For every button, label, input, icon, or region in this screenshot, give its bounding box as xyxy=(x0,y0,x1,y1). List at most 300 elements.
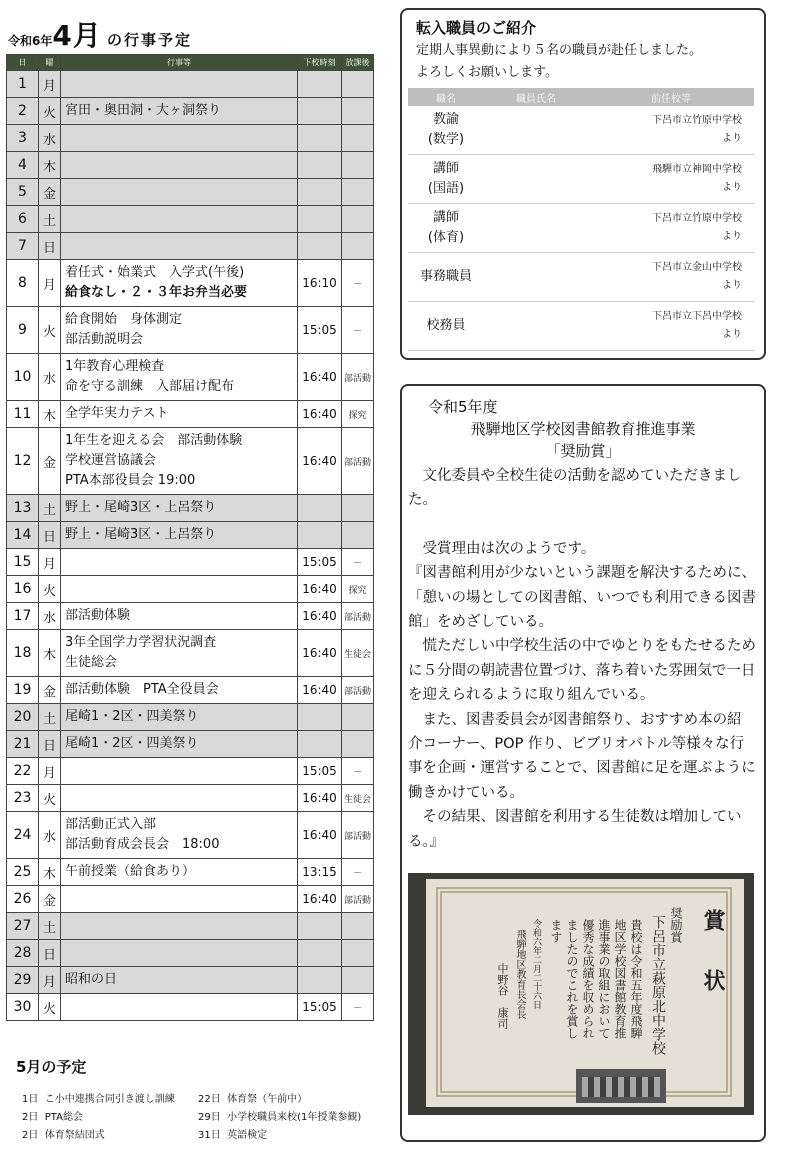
may-date: 22日 xyxy=(198,1094,221,1105)
row-day: 5 xyxy=(7,179,39,206)
row-events xyxy=(61,495,298,522)
row-weekday: 月 xyxy=(39,260,61,307)
row-dismiss-time xyxy=(298,179,342,206)
row-after-school: 部活動 xyxy=(342,428,374,495)
may-text: PTA総会 xyxy=(44,1112,83,1123)
row-day: 17 xyxy=(7,603,39,630)
row-dismiss-time: 15:05 xyxy=(298,994,342,1021)
event-line: 部活動正式入部 xyxy=(65,817,157,832)
staff-header-position: 職名 xyxy=(408,88,484,106)
schedule-row xyxy=(7,859,374,886)
schedule-row xyxy=(7,152,374,179)
schedule-row xyxy=(7,354,374,401)
row-weekday: 日 xyxy=(39,233,61,260)
row-after-school: － xyxy=(342,307,374,354)
row-events xyxy=(61,260,298,307)
row-weekday: 土 xyxy=(39,495,61,522)
row-events xyxy=(61,812,298,859)
row-weekday: 水 xyxy=(39,125,61,152)
row-after-school xyxy=(342,71,374,98)
previous-school: 下呂市立金山中学校 xyxy=(652,262,742,273)
row-day: 26 xyxy=(7,886,39,913)
row-weekday: 火 xyxy=(39,98,61,125)
row-dismiss-time xyxy=(298,704,342,731)
event-line: 生徒総会 xyxy=(65,655,118,670)
row-dismiss-time: 16:40 xyxy=(298,812,342,859)
row-after-school xyxy=(342,731,374,758)
row-dismiss-time: 16:40 xyxy=(298,603,342,630)
row-after-school: 部活動 xyxy=(342,354,374,401)
row-dismiss-time: 16:40 xyxy=(298,576,342,603)
schedule-row xyxy=(7,576,374,603)
may-text: 小学校職員来校(1年授業参観) xyxy=(227,1112,362,1123)
row-events xyxy=(61,913,298,940)
staff-intro xyxy=(416,40,761,84)
award-paragraph: 受賞理由は次のようです。 xyxy=(408,540,596,557)
event-line: 部活動体験 PTA全役員会 xyxy=(65,682,219,697)
row-events xyxy=(61,428,298,495)
may-item xyxy=(198,1090,307,1105)
row-events xyxy=(61,731,298,758)
row-day: 2 xyxy=(7,98,39,125)
row-weekday: 月 xyxy=(39,758,61,785)
row-weekday: 水 xyxy=(39,812,61,859)
row-weekday: 月 xyxy=(39,549,61,576)
row-dismiss-time: 16:40 xyxy=(298,401,342,428)
row-after-school xyxy=(342,152,374,179)
may-item xyxy=(22,1090,175,1105)
row-dismiss-time xyxy=(298,206,342,233)
event-line: 尾崎1・2区・四美祭り xyxy=(65,736,199,751)
schedule-row xyxy=(7,549,374,576)
award-program: 飛騨地区学校図書館教育推進事業 xyxy=(470,420,696,438)
row-weekday: 土 xyxy=(39,206,61,233)
row-day: 20 xyxy=(7,704,39,731)
certificate-paper xyxy=(426,879,744,1107)
position-title: 教諭 xyxy=(432,112,459,127)
may-item xyxy=(198,1108,361,1123)
staff-position xyxy=(408,106,484,155)
row-dismiss-time: 16:40 xyxy=(298,785,342,812)
row-after-school: － xyxy=(342,260,374,307)
event-line: 昭和の日 xyxy=(65,972,118,987)
may-date: 2日 xyxy=(22,1130,39,1141)
staff-name xyxy=(484,204,588,253)
row-dismiss-time: 16:40 xyxy=(298,428,342,495)
staff-table xyxy=(408,88,754,351)
row-events xyxy=(61,152,298,179)
schedule-row xyxy=(7,913,374,940)
row-day: 11 xyxy=(7,401,39,428)
certificate-body-line: ましたのでこれを賞し xyxy=(565,919,579,1039)
row-day: 13 xyxy=(7,495,39,522)
row-after-school: 部活動 xyxy=(342,677,374,704)
header-dismiss-time: 下校時刻 xyxy=(298,55,342,71)
position-subject: (体育) xyxy=(427,230,465,245)
header-day: 日 xyxy=(7,55,39,71)
schedule-row xyxy=(7,522,374,549)
row-day: 9 xyxy=(7,307,39,354)
staff-header-previous: 前任校等 xyxy=(588,88,754,106)
may-text: 英語検定 xyxy=(227,1130,268,1141)
staff-previous xyxy=(588,253,754,302)
row-events xyxy=(61,522,298,549)
position-title: 事務職員 xyxy=(419,269,472,284)
row-events xyxy=(61,354,298,401)
row-after-school xyxy=(342,913,374,940)
row-after-school: 生徒会 xyxy=(342,630,374,677)
event-line: 給食なし・２・３年お弁当必要 xyxy=(65,285,248,300)
row-events xyxy=(61,886,298,913)
schedule-row xyxy=(7,940,374,967)
schedule-row xyxy=(7,233,374,260)
row-after-school xyxy=(342,98,374,125)
staff-row xyxy=(408,155,754,204)
certificate-heading: 賞 状 xyxy=(700,909,726,999)
event-line: 3年全国学力学習状況調査 xyxy=(65,635,217,650)
row-day: 16 xyxy=(7,576,39,603)
event-line: 部活動説明会 xyxy=(65,332,144,347)
row-weekday: 金 xyxy=(39,677,61,704)
schedule-row xyxy=(7,71,374,98)
row-dismiss-time xyxy=(298,913,342,940)
award-paragraph: 『図書館利用が少ないという課題を解決するために、「憩いの場としての図書館、いつでも利用できる図書館」をめざしている。 xyxy=(408,565,756,631)
event-line: 宮田・奥田洞・大ヶ洞祭り xyxy=(65,103,222,118)
row-events xyxy=(61,233,298,260)
row-after-school: 生徒会 xyxy=(342,785,374,812)
row-after-school xyxy=(342,179,374,206)
row-day: 10 xyxy=(7,354,39,401)
row-day: 22 xyxy=(7,758,39,785)
schedule-row xyxy=(7,785,374,812)
staff-name xyxy=(484,155,588,204)
row-dismiss-time: 15:05 xyxy=(298,758,342,785)
schedule-row xyxy=(7,98,374,125)
row-events xyxy=(61,630,298,677)
row-dismiss-time: 13:15 xyxy=(298,859,342,886)
row-day: 8 xyxy=(7,260,39,307)
may-date: 31日 xyxy=(198,1130,221,1141)
schedule-title xyxy=(8,14,192,54)
event-line: PTA本部役員会 19:00 xyxy=(65,473,196,488)
row-dismiss-time: 16:40 xyxy=(298,677,342,704)
may-date: 2日 xyxy=(22,1112,39,1123)
previous-school: 飛騨市立神岡中学校 xyxy=(652,164,742,175)
row-events xyxy=(61,71,298,98)
row-weekday: 火 xyxy=(39,994,61,1021)
row-events xyxy=(61,576,298,603)
row-events xyxy=(61,603,298,630)
row-day: 7 xyxy=(7,233,39,260)
schedule-row xyxy=(7,886,374,913)
certificate-award: 奨励賞 xyxy=(669,907,683,943)
row-weekday: 土 xyxy=(39,704,61,731)
award-year: 令和5年度 xyxy=(428,398,498,416)
header-after-school: 放課後 xyxy=(342,55,374,71)
schedule-row xyxy=(7,260,374,307)
schedule-row xyxy=(7,401,374,428)
row-weekday: 木 xyxy=(39,152,61,179)
row-dismiss-time xyxy=(298,152,342,179)
schedule-row xyxy=(7,758,374,785)
row-weekday: 木 xyxy=(39,630,61,677)
certificate-body-line: ます xyxy=(549,919,563,943)
staff-name xyxy=(484,253,588,302)
row-weekday: 金 xyxy=(39,428,61,495)
certificate-school: 下呂市立萩原北中学校 xyxy=(650,915,666,1055)
staff-previous xyxy=(588,155,754,204)
row-day: 12 xyxy=(7,428,39,495)
row-after-school xyxy=(342,967,374,994)
row-dismiss-time: 16:10 xyxy=(298,260,342,307)
staff-row xyxy=(408,204,754,253)
row-day: 19 xyxy=(7,677,39,704)
event-line: 全学年実力テスト xyxy=(65,406,169,421)
row-day: 24 xyxy=(7,812,39,859)
row-day: 14 xyxy=(7,522,39,549)
row-dismiss-time xyxy=(298,71,342,98)
row-after-school: 部活動 xyxy=(342,886,374,913)
position-title: 講師 xyxy=(432,210,459,225)
previous-from: より xyxy=(722,133,742,144)
row-dismiss-time: 15:05 xyxy=(298,307,342,354)
award-paragraph: また、図書委員会が図書館祭り、おすすめ本の紹介コーナー、POP 作り、ビブリオバトル等様々な行事を企画・運営することで、図書館に足を運ぶように働きかけている。 xyxy=(408,711,756,801)
row-events xyxy=(61,940,298,967)
schedule-row xyxy=(7,704,374,731)
previous-school: 下呂市立竹原中学校 xyxy=(652,115,742,126)
schedule-row xyxy=(7,125,374,152)
schedule-row xyxy=(7,967,374,994)
staff-header-row xyxy=(408,88,754,106)
staff-previous xyxy=(588,302,754,351)
staff-position xyxy=(408,253,484,302)
position-title: 校務員 xyxy=(426,318,466,333)
row-dismiss-time: 16:40 xyxy=(298,886,342,913)
staff-intro-line: よろしくお願いします。 xyxy=(416,65,558,80)
schedule-row xyxy=(7,495,374,522)
staff-intro-line: 定期人事異動により５名の職員が赴任しました。 xyxy=(416,43,703,58)
event-line: 野上・尾崎3区・上呂祭り xyxy=(65,500,217,515)
row-events xyxy=(61,785,298,812)
row-weekday: 火 xyxy=(39,785,61,812)
position-subject: (国語) xyxy=(427,181,465,196)
row-after-school xyxy=(342,125,374,152)
row-weekday: 日 xyxy=(39,731,61,758)
may-date: 1日 xyxy=(22,1094,39,1105)
previous-school: 下呂市立下呂中学校 xyxy=(652,311,742,322)
event-line: 命を守る訓練 入部届け配布 xyxy=(65,379,235,394)
row-day: 30 xyxy=(7,994,39,1021)
row-day: 3 xyxy=(7,125,39,152)
title-month: 4月 xyxy=(52,19,102,52)
previous-from: より xyxy=(722,280,742,291)
row-weekday: 日 xyxy=(39,940,61,967)
event-line: 着任式・始業式 入学式(午後) xyxy=(65,265,245,280)
row-dismiss-time xyxy=(298,125,342,152)
row-weekday: 木 xyxy=(39,859,61,886)
may-item xyxy=(22,1126,105,1141)
row-day: 28 xyxy=(7,940,39,967)
row-dismiss-time xyxy=(298,495,342,522)
row-after-school: － xyxy=(342,758,374,785)
row-weekday: 月 xyxy=(39,71,61,98)
may-date: 29日 xyxy=(198,1112,221,1123)
row-dismiss-time: 15:05 xyxy=(298,549,342,576)
schedule-row xyxy=(7,994,374,1021)
schedule-table xyxy=(6,54,374,1021)
event-line: 学校運営協議会 xyxy=(65,453,157,468)
row-day: 6 xyxy=(7,206,39,233)
row-events xyxy=(61,967,298,994)
header-event: 行事等 xyxy=(61,55,298,71)
row-weekday: 火 xyxy=(39,307,61,354)
staff-title: 転入職員のご紹介 xyxy=(416,19,537,37)
schedule-row xyxy=(7,179,374,206)
row-events xyxy=(61,704,298,731)
row-weekday: 日 xyxy=(39,522,61,549)
row-events xyxy=(61,307,298,354)
row-after-school xyxy=(342,495,374,522)
row-after-school: 探究 xyxy=(342,401,374,428)
row-weekday: 水 xyxy=(39,354,61,401)
row-after-school xyxy=(342,206,374,233)
schedule-row xyxy=(7,812,374,859)
certificate-body-line: 優秀な成績を収められ xyxy=(581,919,595,1039)
row-after-school xyxy=(342,704,374,731)
certificate-signer: 中野谷 康司 xyxy=(496,963,509,1029)
certificate-body-line: 進事業の取組において xyxy=(597,919,611,1039)
schedule-header-row xyxy=(7,55,374,71)
row-dismiss-time xyxy=(298,233,342,260)
certificate-photo xyxy=(408,873,754,1115)
certificate-body-line: 地区学校図書館教育推 xyxy=(613,919,627,1039)
row-day: 21 xyxy=(7,731,39,758)
row-dismiss-time: 16:40 xyxy=(298,630,342,677)
certificate-date: 令和六年二月二十六日 xyxy=(531,919,541,1009)
may-text: こ小中連携合同引き渡し訓練 xyxy=(44,1094,175,1105)
previous-from: より xyxy=(722,329,742,340)
row-events xyxy=(61,758,298,785)
row-weekday: 土 xyxy=(39,913,61,940)
award-paragraph: 慌ただしい中学校生活の中でゆとりをもたせるために５分間の朝読書位置づけ、落ち着いた雰囲気で一日を迎えられるように取り組んでいる。 xyxy=(408,638,756,704)
row-after-school: － xyxy=(342,549,374,576)
staff-row xyxy=(408,106,754,155)
row-events xyxy=(61,179,298,206)
may-item xyxy=(198,1126,267,1141)
award-prize: 「奨励賞」 xyxy=(545,442,621,460)
event-line: 1年教育心理検査 xyxy=(65,359,165,374)
position-subject: (数学) xyxy=(427,132,465,147)
title-era: 令和6年 xyxy=(8,34,53,48)
title-suffix: の行事予定 xyxy=(106,31,192,49)
row-after-school xyxy=(342,522,374,549)
inset-photo xyxy=(576,1069,666,1103)
schedule-row xyxy=(7,677,374,704)
header-weekday: 曜 xyxy=(39,55,61,71)
row-day: 29 xyxy=(7,967,39,994)
row-day: 1 xyxy=(7,71,39,98)
row-after-school: 部活動 xyxy=(342,603,374,630)
previous-from: より xyxy=(722,231,742,242)
may-text: 体育祭（午前中） xyxy=(227,1094,308,1105)
staff-position xyxy=(408,302,484,351)
row-after-school: － xyxy=(342,994,374,1021)
event-line: 野上・尾崎3区・上呂祭り xyxy=(65,527,217,542)
row-after-school: 部活動 xyxy=(342,812,374,859)
staff-name xyxy=(484,106,588,155)
staff-name xyxy=(484,302,588,351)
row-day: 4 xyxy=(7,152,39,179)
row-after-school: 探究 xyxy=(342,576,374,603)
previous-school: 下呂市立竹原中学校 xyxy=(652,213,742,224)
row-events xyxy=(61,98,298,125)
event-line: 給食開始 身体測定 xyxy=(65,312,183,327)
schedule-row xyxy=(7,630,374,677)
row-after-school xyxy=(342,233,374,260)
position-title: 講師 xyxy=(432,161,459,176)
schedule-row xyxy=(7,428,374,495)
row-day: 23 xyxy=(7,785,39,812)
row-day: 18 xyxy=(7,630,39,677)
row-dismiss-time: 16:40 xyxy=(298,354,342,401)
row-dismiss-time xyxy=(298,522,342,549)
row-events xyxy=(61,206,298,233)
staff-header-name: 職員氏名 xyxy=(484,88,588,106)
award-body xyxy=(408,464,756,854)
staff-position xyxy=(408,155,484,204)
staff-row xyxy=(408,302,754,351)
staff-position xyxy=(408,204,484,253)
staff-previous xyxy=(588,204,754,253)
row-day: 15 xyxy=(7,549,39,576)
certificate-issuer: 飛騨地区教育長会長 xyxy=(514,929,525,1019)
schedule-row xyxy=(7,206,374,233)
row-weekday: 金 xyxy=(39,886,61,913)
row-dismiss-time xyxy=(298,967,342,994)
event-line: 午前授業（給食あり） xyxy=(65,864,196,879)
row-weekday: 火 xyxy=(39,576,61,603)
row-dismiss-time xyxy=(298,940,342,967)
certificate-body-line: 貴校は令和五年度飛騨 xyxy=(629,919,643,1039)
row-events xyxy=(61,125,298,152)
previous-from: より xyxy=(722,182,742,193)
may-title: 5月の予定 xyxy=(16,1058,87,1076)
row-after-school xyxy=(342,940,374,967)
event-line: 1年生を迎える会 部活動体験 xyxy=(65,433,243,448)
row-events xyxy=(61,859,298,886)
event-line: 尾崎1・2区・四美祭り xyxy=(65,709,199,724)
schedule-row xyxy=(7,603,374,630)
event-line: 部活動体験 xyxy=(65,608,131,623)
row-events xyxy=(61,401,298,428)
schedule-row xyxy=(7,307,374,354)
row-weekday: 水 xyxy=(39,603,61,630)
award-paragraph: 文化委員や全校生徒の活動を認めていただきました。 xyxy=(408,468,742,509)
row-dismiss-time xyxy=(298,731,342,758)
award-paragraph: その結果、図書館を利用する生徒数は増加している。』 xyxy=(408,809,742,850)
may-item xyxy=(22,1108,83,1123)
row-weekday: 金 xyxy=(39,179,61,206)
row-dismiss-time xyxy=(298,98,342,125)
row-day: 27 xyxy=(7,913,39,940)
staff-previous xyxy=(588,106,754,155)
staff-row xyxy=(408,253,754,302)
schedule-row xyxy=(7,731,374,758)
row-events xyxy=(61,677,298,704)
row-after-school: － xyxy=(342,859,374,886)
row-events xyxy=(61,994,298,1021)
row-day: 25 xyxy=(7,859,39,886)
